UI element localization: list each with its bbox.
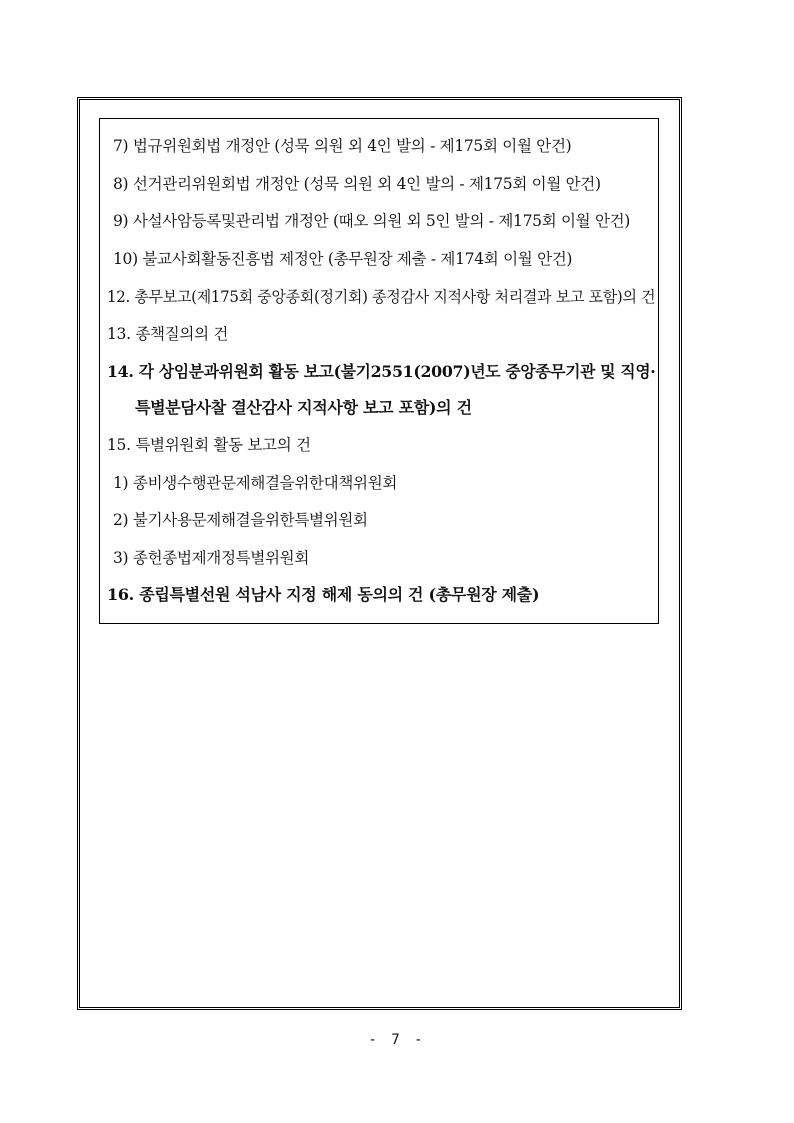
agenda-subitem-1: 1) 종비생수행관문제해결을위한대책위원회 (113, 474, 398, 492)
agenda-item-7-law-committee: 7) 법규위원회법 개정안 (성묵 의원 외 4인 발의 - 제175회 이월 안건) (113, 137, 572, 155)
agenda-item-15-special-committees: 15. 특별위원회 활동 보고의 건 (107, 436, 311, 454)
agenda-item-14-committee-reports: 14. 각 상임분과위원회 활동 보고(불기2551(2007)년도 중앙종무기관 및 직영· (107, 362, 656, 381)
agenda-item-13-policy-questions: 13. 종책질의의 건 (107, 325, 229, 343)
page-number: - 7 - (368, 1032, 426, 1048)
agenda-item-8-election-committee: 8) 선거관리위원회법 개정안 (성묵 의원 외 4인 발의 - 제175회 이월 안건) (113, 175, 601, 193)
agenda-item-14-continuation: 특별분담사찰 결산감사 지적사항 보고 포함)의 건 (135, 398, 472, 417)
agenda-item-16-seonwon-designation: 16. 종립특별선원 석남사 지정 해제 동의의 건 (총무원장 제출) (107, 585, 540, 604)
agenda-subitem-2: 2) 불기사용문제해결을위한특별위원회 (113, 511, 368, 529)
agenda-subitem-3: 3) 종헌종법제개정특별위원회 (113, 549, 310, 567)
agenda-item-9-private-temple: 9) 사설사암등록및관리법 개정안 (때오 의원 외 5인 발의 - 제175회 이월 안건) (113, 212, 631, 230)
agenda-item-10-social-activity: 10) 불교사회활동진흥법 제정안 (총무원장 제출 - 제174회 이월 안건) (113, 250, 573, 268)
agenda-item-12-general-affairs-report: 12. 총무보고(제175회 중앙종회(정기회) 종정감사 지적사항 처리결과 보고 포함)의 건 (107, 288, 656, 306)
